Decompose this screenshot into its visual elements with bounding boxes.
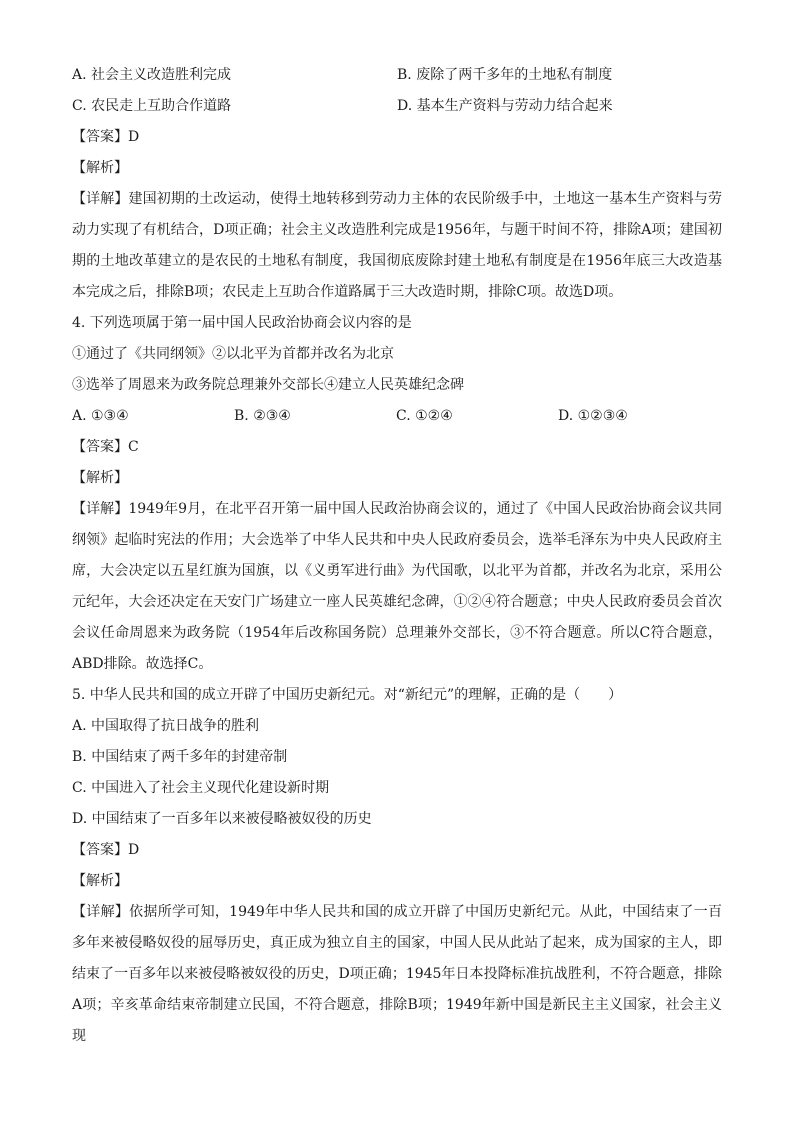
q5-detail: 【详解】依据所学可知，1949年中华人民共和国的成立开辟了中国历史新纪元。从此，中国结束了一百多年来被侵略奴役的屈辱历史，真正成为独立自主的国家，中国人民从此站了起来，成为国家的主人，即结束了一百多年以来被侵略被奴役的历史，D项正确；1945年日本投降标准抗战胜利，不符合题意，排除A项；辛亥革命结束帝制建立民国，不符合题意，排除B项；1949年新中国是新民主主义国家，社会主义现	[72, 904, 722, 1044]
q3-option-b: B. 废除了两千多年的土地私有制度	[397, 67, 613, 83]
q4-detail: 【详解】1949年9月，在北平召开第一届中国人民政治协商会议的，通过了《中国人民政治协商会议共同纲领》起临时宪法的作用；大会选举了中华人民共和中央人民政府委员会，选举毛泽东为中央人民政府主席，大会决定以五星红旗为国旗，以《义勇军进行曲》为代国歌，以北平为首都，并改名为北京，采用公元纪年，大会还决定在天安门广场建立一座人民英雄纪念碑，①②④符合题意；中央人民政府委员会首次会议任命周恩来为政务院（1954年后改称国务院）总理兼外交部长，③不符合题意。所以C符合题意，ABD排除。故选择C。	[72, 501, 722, 672]
q4-option-b: B. ②③④	[234, 408, 291, 424]
q4-stem: 4. 下列选项属于第一届中国人民政治协商会议内容的是	[72, 315, 412, 331]
q4-answer: 【答案】C	[72, 439, 139, 455]
q5-option-d: D. 中国结束了一百多年以来被侵略被奴役的历史	[72, 811, 372, 827]
q5-answer: 【答案】D	[72, 842, 140, 858]
q3-options-row-1	[72, 60, 722, 91]
q3-detail: 【详解】建国初期的土改运动，使得土地转移到劳动力主体的农民阶级手中，土地这一基本生产资料与劳动力实现了有机结合，D项正确；社会主义改造胜利完成是1956年，与题干时间不符，排除A项；建国初期的土地改革建立的是农民的土地私有制度，我国彻底废除封建土地私有制度是在1956年底三大改造基本完成之后，排除B项；农民走上互助合作道路属于三大改造时期，排除C项。故选D项。	[72, 191, 722, 300]
document-page	[72, 60, 722, 1052]
q3-option-d: D. 基本生产资料与劳动力结合起来	[397, 98, 613, 114]
q4-options-row	[72, 401, 722, 432]
q4-items-line-1: ①通过了《共同纲领》②以北平为首都并改名为北京	[72, 346, 394, 362]
q4-option-c: C. ①②④	[396, 408, 453, 424]
q4-items-line-2: ③选举了周恩来为政务院总理兼外交部长④建立人民英雄纪念碑	[72, 377, 464, 393]
q4-analysis-label: 【解析】	[72, 470, 128, 486]
q3-option-a: A. 社会主义改造胜利完成	[72, 67, 232, 83]
q3-options-row-2	[72, 91, 722, 122]
q3-answer: 【答案】D	[72, 129, 140, 145]
q5-option-b: B. 中国结束了两千多年的封建帝制	[72, 749, 288, 765]
q5-stem: 5. 中华人民共和国的成立开辟了中国历史新纪元。对“新纪元”的理解，正确的是（ ）	[72, 687, 623, 703]
q4-option-a: A. ①③④	[72, 408, 129, 424]
q3-option-c: C. 农民走上互助合作道路	[72, 98, 232, 114]
q5-analysis-label: 【解析】	[72, 873, 128, 889]
q3-analysis-label: 【解析】	[72, 160, 128, 176]
q5-option-c: C. 中国进入了社会主义现代化建设新时期	[72, 780, 330, 796]
q4-option-d: D. ①②③④	[558, 408, 628, 424]
q5-option-a: A. 中国取得了抗日战争的胜利	[72, 718, 260, 734]
